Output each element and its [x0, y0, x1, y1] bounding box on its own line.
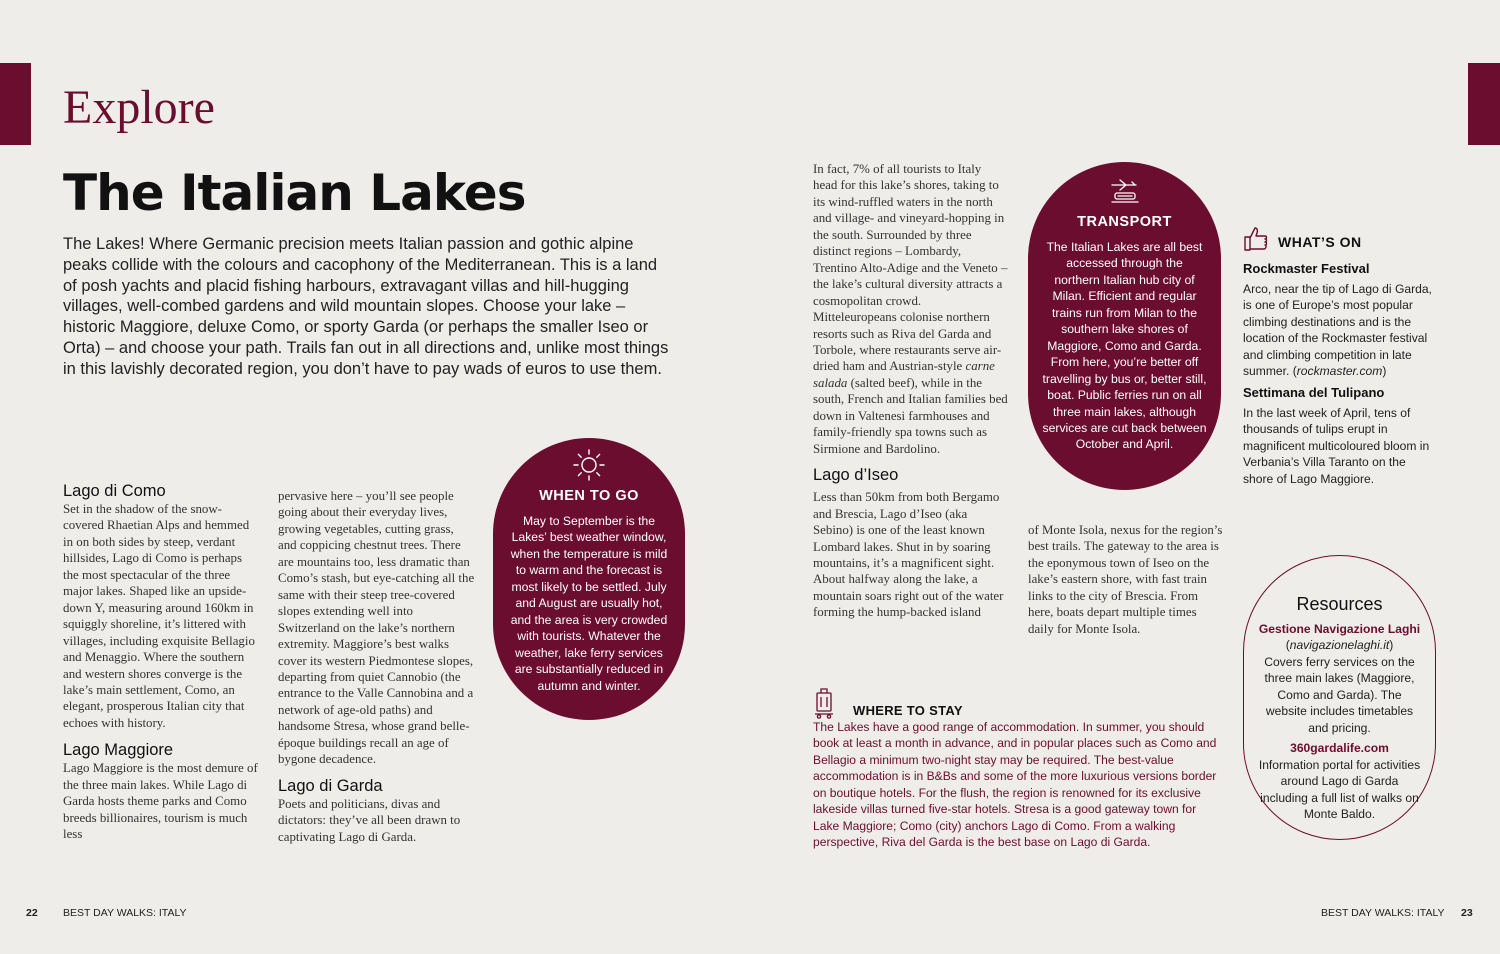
resource-body: Information portal for activities around Lago di Garda including a full list of walks on Monte Baldo.	[1258, 757, 1421, 821]
como-heading: Lago di Como	[63, 482, 166, 500]
como-body: Set in the shadow of the snow-covered Rhaetian Alps and hemmed in on both sides by steep, verdant hillsides, Lago di Como is perhaps the most spectacular of the three major lakes. Shaped like an upside-down Y, measuring around 160km in squiggly shoreline, it’s littered with villages, including exquisite Bellagio and Menaggio. Where the southern and western shores converge is the lake’s main settlement, Como, an elegant, prosperous Italian city that echoes with history.	[63, 502, 255, 730]
transport-box	[1028, 162, 1221, 490]
event-name: Settimana del Tulipano	[1243, 384, 1385, 400]
where-to-stay-header	[813, 683, 1221, 719]
iseo-heading: Lago d’Iseo	[813, 466, 899, 485]
luggage-cart-icon	[813, 685, 835, 719]
iseo-body-continued: of Monte Isola, nexus for the region’s best trails. The gateway to the area is the eponymous town of Iseo on the lake’s eastern shore, with fast train links to the city of Brescia. From here, boats depart multiple times daily for Monte Isola.	[1028, 523, 1223, 636]
whats-on-section	[1243, 225, 1438, 487]
plane-train-icon	[1106, 176, 1144, 204]
when-to-go-body: May to September is the Lakes’ best weather window, when the temperature is mild to warm and the forecast is most likely to be settled. July and August are usually hot, and the area is very crowded with tourists. Whatever the weather, lake ferry services are substantially reduced in autumn and winter.	[510, 514, 668, 693]
column-1	[63, 481, 260, 843]
resources-box	[1243, 555, 1436, 840]
where-to-stay-body: The Lakes have a good range of accommodation. In summer, you should book at least a month in advance, and in popular places such as Como and Bellagio a minimum two-night stay may be required. The best-value accommodation is in B&Bs and some of the more luxurious versions border on boutique hotels. For the flush, the region is renowned for its exclusive lakeside villas turned five-star hotels. Stresa is a good gateway town for Lake Maggiore; Como (city) anchors Lago di Como. From a walking perspective, Riva del Garda is the best base on Lago di Garda.	[813, 720, 1217, 850]
left-running-footer: BEST DAY WALKS: ITALY	[63, 907, 187, 919]
transport-title: TRANSPORT	[1077, 214, 1172, 230]
when-to-go-title: WHEN TO GO	[539, 488, 639, 504]
maggiore-heading: Lago Maggiore	[63, 741, 174, 760]
maggiore-body-continued: pervasive here – you’ll see people going about their everyday lives, growing vegetables, cutting grass, and coppicing chestnut trees. There are mountains too, less dramatic than Como’s stash, but eye-catching all the same with their steep tree-covered slopes extending well into Switzerland on the lake’s northern extremity. Maggiore’s best walks cover its western Piedmontese slopes, departing from quiet Cannobio (the entrance to the Valle Cannobina and a network of age-old paths) and handsome Stresa, whose grand belle-époque buildings recall an age of bygone decadence.	[278, 489, 475, 767]
page-title: The Italian Lakes	[63, 164, 526, 222]
left-page-number: 22	[26, 907, 38, 919]
event-body-text: Arco, near the tip of Lago di Garda, is one of Europe’s most popular climbing destinations and is the location of the Rockmaster festival and climbing competition in late summer.	[1243, 282, 1432, 379]
whats-on-title: WHAT’S ON	[1278, 233, 1362, 250]
garda-body-continued	[813, 161, 1008, 457]
sun-icon	[572, 448, 606, 482]
when-to-go-box	[493, 438, 685, 720]
resource-name: Gestione Navigazione Laghi (navigazionelaghi.it)	[1258, 622, 1421, 653]
section-kicker: Explore	[63, 81, 215, 134]
column-3	[813, 161, 1008, 621]
event-link[interactable]: rockmaster.com	[1296, 364, 1383, 379]
garda-cont-italic: carne salada	[813, 359, 995, 390]
resource-name[interactable]: 360gardalife.com	[1290, 741, 1389, 756]
garda-cont-end: (salted beef), while in the south, French and Italian families bed down in Valtenesi farmhouses and family-friendly spa towns such as Sirmione and Bardolino.	[813, 375, 1008, 456]
iseo-body: Less than 50km from both Bergamo and Brescia, Lago d’Iseo (aka Sebino) is one of the least known Lombard lakes. Shut in by soaring mountains, it’s a magnificent sight. About halfway along the lake, a mountain soars right out of the water forming the hump-backed island	[813, 490, 1004, 620]
transport-body: The Italian Lakes are all best accessed through the northern Italian hub city of Milan. Efficient and regular trains run from Milan to the southern lake shores of Maggiore, Como and Garda. From here, you’re better off travelling by bus or, better still, boat. Public ferries run on all three main lakes, although services are cut back between October and April.	[1042, 240, 1207, 452]
left-color-tab	[0, 63, 31, 145]
maggiore-body: Lago Maggiore is the most demure of the three main lakes. While Lago di Garda hosts theme parks and Como breeds billionaires, tourism is much less	[63, 761, 258, 842]
whats-on-header	[1243, 225, 1438, 253]
resource-url[interactable]: navigazionelaghi.it	[1289, 638, 1390, 653]
right-running-footer: BEST DAY WALKS: ITALY	[1321, 907, 1445, 919]
garda-cont-text: In fact, 7% of all tourists to Italy head for this lake’s shores, taking to its wind-ruffled waters in the north and village- and vineyard-hopping in the south. Surrounded by three distinct regions – Lombardy, Trentino Alto-Adige and the Veneto – the lake’s cultural diversity attracts a cosmopolitan crowd. Mitteleuropeans colonise northern resorts such as Riva del Garda and Torbole, where restaurants serve air-dried ham and Austrian-style	[813, 162, 1008, 374]
column-4	[1028, 522, 1224, 637]
where-to-stay-section	[813, 683, 1221, 851]
event-name: Rockmaster Festival	[1243, 261, 1370, 276]
resource-name-text[interactable]: Gestione Navigazione Laghi	[1258, 622, 1421, 636]
event-body: Arco, near the tip of Lago di Garda, is one of Europe’s most popular climbing destinations and is the location of the Rockmaster festival and climbing competition in late summer. (rockmaster.com)	[1243, 282, 1432, 379]
resources-title: Resources	[1296, 594, 1383, 614]
column-2	[278, 488, 475, 845]
intro-paragraph: The Lakes! Where Germanic precision meets Italian passion and gothic alpine peaks collide with the colours and cacophony of the Mediterranean. This is a land of posh yachts and placid fishing harbours, extravagant villas and hill-hugging villages, well-combed gardens and wild mountain slopes. Choose your lake – historic Maggiore, deluxe Como, or sporty Garda (or perhaps the smaller Iseo or Orta) – and choose your path. Trails fan out in all directions and, unlike most things in this lavishly decorated region, you don’t have to pay wads of euros to use them.	[63, 235, 669, 378]
right-page-number: 23	[1461, 907, 1473, 919]
where-to-stay-title: WHERE TO STAY	[853, 703, 963, 718]
garda-body: Poets and politicians, divas and dictators: they’ve all been drawn to captivating Lago di Garda.	[278, 796, 461, 844]
resource-body: Covers ferry services on the three main lakes (Maggiore, Como and Garda). The website includes timetables and pricing.	[1264, 654, 1415, 735]
garda-heading: Lago di Garda	[278, 776, 383, 795]
thumbs-up-icon	[1243, 225, 1269, 253]
event-body: In the last week of April, tens of thousands of tulips erupt in magnificent multicoloured bloom in Verbania’s Villa Taranto on the shore of Lago Maggiore.	[1243, 405, 1430, 486]
right-color-tab	[1468, 63, 1500, 145]
